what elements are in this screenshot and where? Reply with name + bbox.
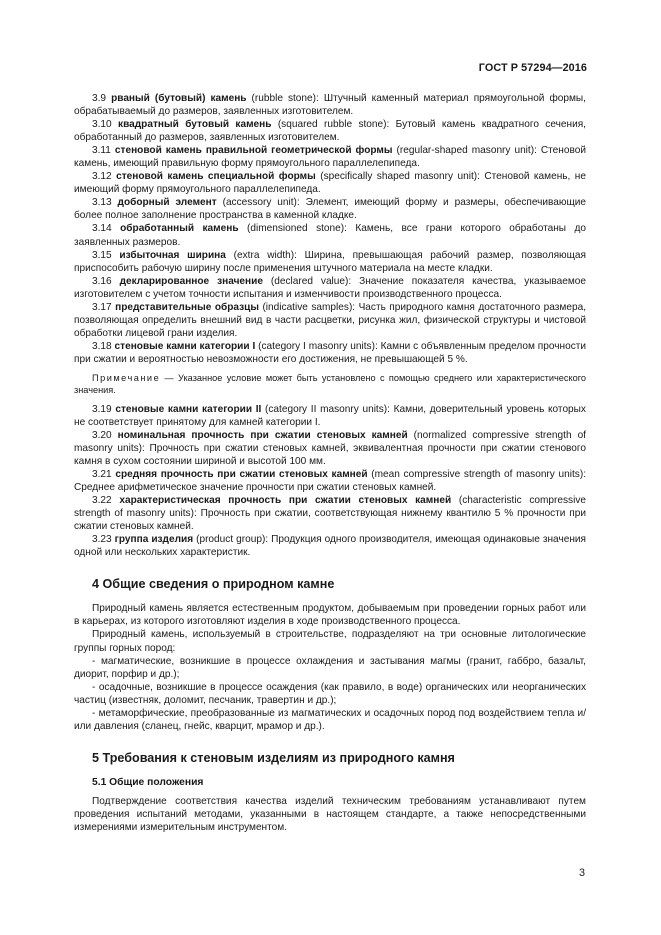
term-text: (specifically shaped masonry unit): Стеновой камень, не имеющий форму прямоугольного параллелепипеда. xyxy=(74,171,586,196)
term-definition xyxy=(74,275,586,301)
term-definition xyxy=(74,92,586,118)
term-definition xyxy=(74,340,586,366)
term-definition xyxy=(74,429,586,468)
term-number: 3.19 xyxy=(92,403,112,415)
term-text: (squared rubble stone): Бутовый камень квадратного сечения, обработанный до размеров, заявленных изготовителем. xyxy=(74,119,586,144)
term-number: 3.22 xyxy=(92,495,112,507)
term-text: (product group): Продукция одного производителя, имеющая одинаковые значения одной или нескольких характеристик. xyxy=(74,534,587,559)
term-text: (declared value): Значение показателя качества, указываемое изготовителем с учетом точности испытания и изменчивости производственного процесса. xyxy=(74,275,586,300)
list-item: - магматические, возникшие в процессе охлаждения и застывания магмы (гранит, габбро, базальт, диорит, порфир и др.); xyxy=(74,655,586,680)
term-name: рваный (бутовый) камень xyxy=(111,93,247,104)
term-definition xyxy=(74,118,586,144)
section-5-paragraph-1: Подтверждение соответствия качества изделий техническим требованиям устанавливают путем проведения испытаний методами, указанными в настоящем стандарте, а также непосредственными измерениями измерительным инструментом. xyxy=(74,795,586,833)
term-definition xyxy=(74,222,586,248)
term-name: обработанный камень xyxy=(120,223,239,235)
term-number: 3.11 xyxy=(92,145,111,157)
note xyxy=(74,372,586,397)
term-number: 3.15 xyxy=(92,249,112,261)
term-number: 3.21 xyxy=(92,469,112,481)
term-definition xyxy=(74,196,586,222)
term-number: 3.14 xyxy=(92,223,112,235)
term-name: представительные образцы xyxy=(115,301,259,313)
term-definition xyxy=(74,533,586,559)
term-name: характеристическая прочность при сжатии стеновых камней xyxy=(119,495,452,507)
page-number: 3 xyxy=(578,867,585,879)
note-text: — Указанное условие может быть установлено с помощью среднего или характеристического значения. xyxy=(74,372,586,396)
note-label: Примечание xyxy=(92,372,161,383)
term-number: 3.23 xyxy=(92,534,112,546)
term-number: 3.20 xyxy=(92,429,112,441)
term-text: (mean compressive strength of masonry units): Среднее арифметическое значение прочности при сжатии стеновых камней. xyxy=(74,469,587,494)
term-name: группа изделия xyxy=(114,534,194,546)
term-number: 3.18 xyxy=(92,340,112,352)
term-definition xyxy=(74,403,586,429)
term-text: (category II masonry units): Камни, доверительный уровень которых не соответствует принятому для камней категории I. xyxy=(74,403,586,428)
term-number: 3.17 xyxy=(92,301,112,313)
page-content xyxy=(74,92,586,834)
term-name: стеновые камни категории II xyxy=(115,403,262,415)
term-number: 3.10 xyxy=(92,119,112,131)
term-text: (extra width): Ширина, превышающая рабочий размер, позволяющая приспособить рабочую ширину после применения штучного материала на месте кладки. xyxy=(74,249,587,274)
section-5-title: 5 Требования к стеновым изделиям из природного камня xyxy=(92,750,455,765)
term-name: избыточная ширина xyxy=(119,249,226,261)
term-number: 3.13 xyxy=(92,197,112,209)
term-definition xyxy=(74,144,586,170)
term-name: стеновые камни категории I xyxy=(114,340,256,352)
term-name: номинальная прочность при сжатии стеновых камней xyxy=(117,429,408,441)
terms-list-2 xyxy=(74,403,586,560)
term-text: (regular-shaped masonry unit): Стеновой камень, имеющий правильную форму прямоугольного параллелепипеда. xyxy=(74,145,586,170)
list-item: - осадочные, возникшие в процессе осаждения (как правило, в воде) органических или неорганических частиц (известняк, доломит, песчаник, травертин и др.); xyxy=(74,681,586,706)
term-text: (indicative samples): Часть природного камня достаточного размера, позволяющая определить внешний вид в части расцветки, рисунка жил, физической структуры и чистовой обработки лицевой грани изделия. xyxy=(74,301,587,339)
term-definition xyxy=(74,468,586,494)
term-definition xyxy=(74,494,586,533)
term-name: стеновой камень правильной геометрической формы xyxy=(114,145,393,157)
term-text: (dimensioned stone): Камень, все грани которого обработаны до заявленных размеров. xyxy=(74,223,586,248)
term-name: доборный элемент xyxy=(117,197,217,209)
term-name: квадратный бутовый камень xyxy=(118,119,272,131)
term-number: 3.12 xyxy=(92,171,112,183)
section-4-paragraph-1: Природный камень является естественным продуктом, добываемым при проведении горных работ или в карьерах, из которого изготовляют изделия в ходе производственного процесса. xyxy=(74,603,586,628)
term-text: (characteristic compressive strength of masonry units): Прочность при сжатии, соответствующая нижнему квантилю 5 % прочности при сжатии стеновых камней. xyxy=(74,495,586,533)
term-number: 3.16 xyxy=(92,275,112,287)
term-name: декларированное значение xyxy=(119,275,263,287)
term-text: (category I masonry units): Камни с объявленным пределом прочности при сжатии и вероятностью невозможности его достижения, не превышающей 5 %. xyxy=(74,340,586,365)
term-definition xyxy=(74,170,586,196)
term-text: (normalized compressive strength of masonry units): Прочность при сжатии стеновых камней, эквивалентная прочности при сжатии стенового камня в сухом состоянии шириной и высотой 100 мм. xyxy=(74,429,586,467)
document-id: ГОСТ Р 57294—2016 xyxy=(478,62,587,74)
terms-list xyxy=(74,92,586,366)
term-definition xyxy=(74,249,586,275)
list-item: - метаморфические, преобразованные из магматических и осадочных пород под воздействием тепла и/или давления (сланец, гнейс, кварцит, мрамор и др.). xyxy=(74,707,586,732)
term-definition xyxy=(74,301,586,340)
term-text: (accessory unit): Элемент, имеющий форму и размеры, обеспечивающие более полное заполнение пространства в каменной кладке. xyxy=(74,197,587,222)
section-4-title: 4 Общие сведения о природном камне xyxy=(92,577,335,592)
section-4-paragraph-2: Природный камень, используемый в строительстве, подразделяют на три основные литологические группы горных пород: xyxy=(74,629,586,654)
term-name: стеновой камень специальной формы xyxy=(116,171,316,183)
term-number: 3.9 xyxy=(92,93,107,104)
term-name: средняя прочность при сжатии стеновых камней xyxy=(115,469,368,481)
term-text: (rubble stone): Штучный каменный материал прямоугольной формы, обрабатываемый до размеров, заявленных изготовителем. xyxy=(74,93,586,118)
subsection-5-1-title: 5.1 Общие положения xyxy=(92,776,204,788)
